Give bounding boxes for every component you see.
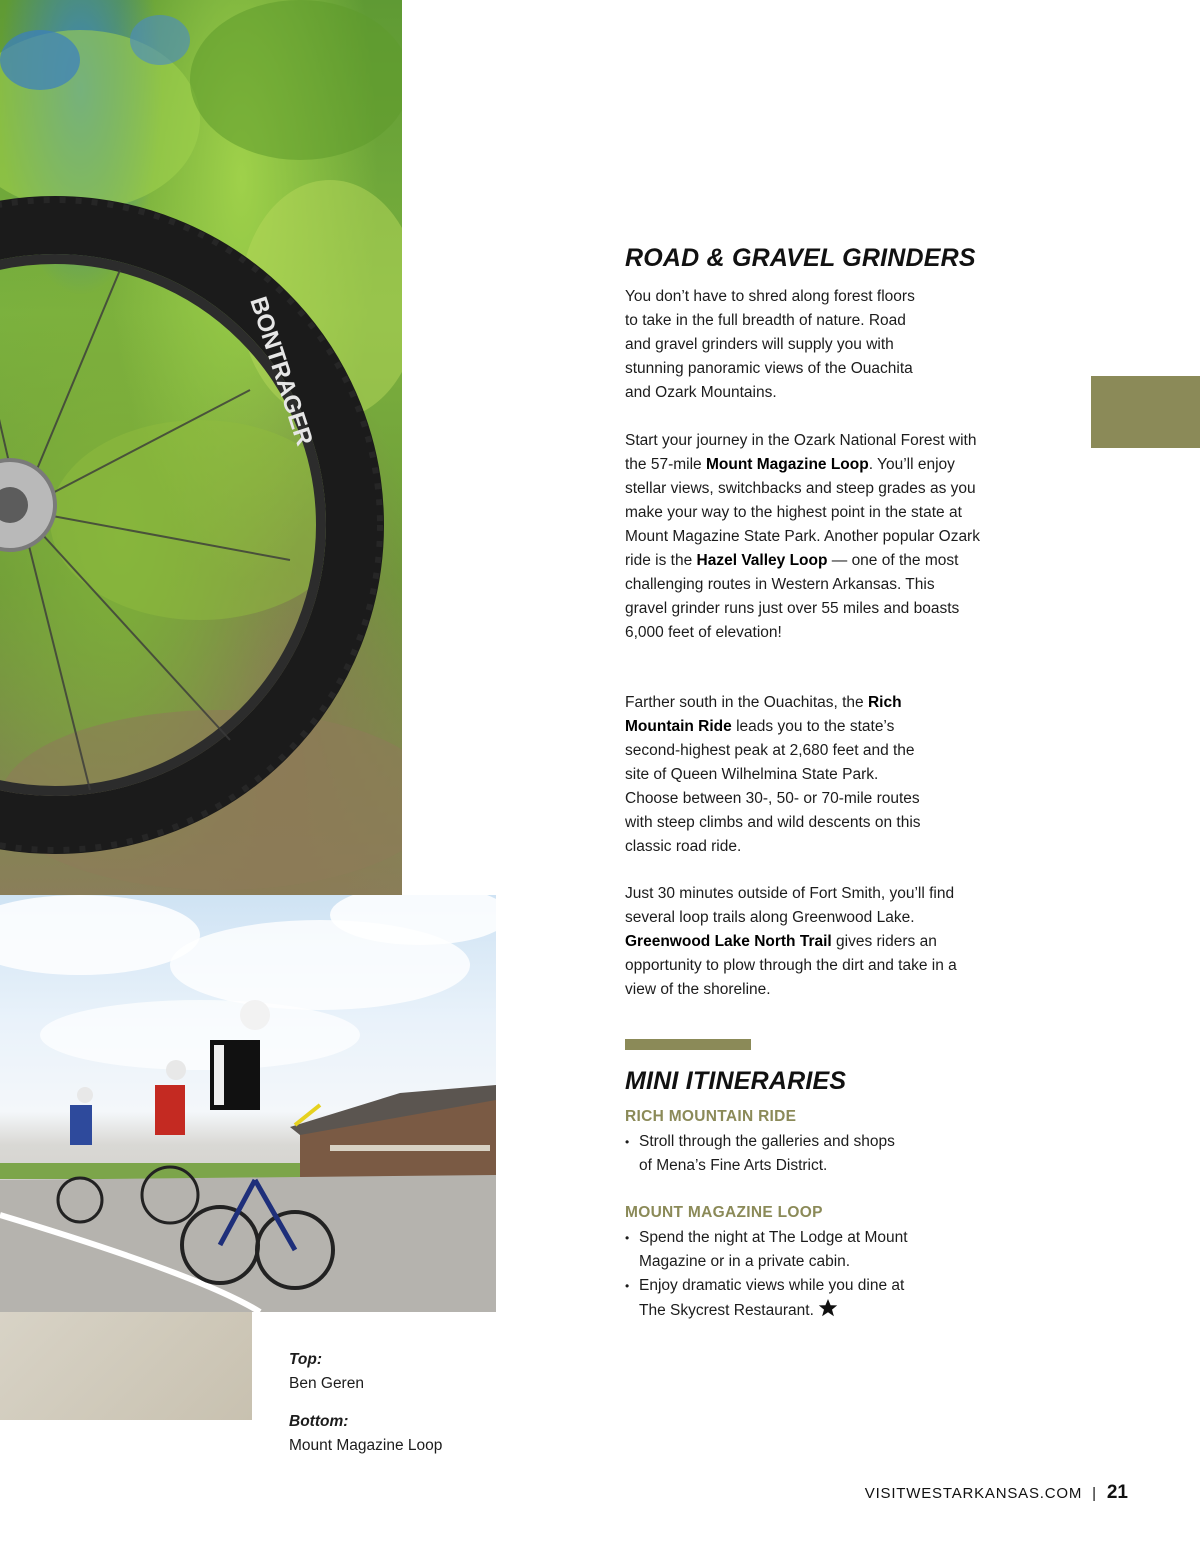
paragraph-greenwood bbox=[625, 882, 973, 1002]
itinerary-item: • Spend the night at The Lodge at Mount Magazine or in a private cabin. bbox=[625, 1226, 925, 1274]
itinerary-heading-rich-mountain: RICH MOUNTAIN RIDE bbox=[625, 1108, 797, 1125]
page-number: 21 bbox=[1106, 1482, 1128, 1503]
paragraph-intro: You don’t have to shred along forest floors to take in the full breadth of nature. Road and gravel grinders will supply you with stunning panoramic views of the Ouachita and Ozark Mountains. bbox=[625, 288, 915, 401]
itinerary-rich-mountain bbox=[625, 1108, 980, 1178]
paragraph-ozark bbox=[625, 429, 980, 645]
paragraph-greenwood-text-c: gives riders an opportunity to plow through the dirt and take in a view of the shoreline. bbox=[625, 933, 957, 998]
paragraph-ozark-text-c: . You’ll enjoy stellar views, switchbacks and steep grades as you make your way to the highest point in the state at Mount Magazine State Park. Another popular Ozark ride is the bbox=[625, 456, 980, 569]
rich-mountain-ride-highlight: Rich Mountain Ride bbox=[625, 694, 902, 735]
footer-site-link[interactable]: VISITWESTARKANSAS.COM bbox=[864, 1484, 1083, 1502]
itinerary-heading-mount-magazine: MOUNT MAGAZINE LOOP bbox=[625, 1204, 823, 1221]
caption-bottom bbox=[289, 1410, 442, 1458]
hazel-valley-loop-highlight: Hazel Valley Loop bbox=[696, 552, 828, 569]
caption-background bbox=[0, 1312, 252, 1420]
caption-top bbox=[289, 1348, 364, 1396]
section-road-gravel bbox=[625, 244, 980, 273]
itinerary-mount-magazine bbox=[625, 1204, 980, 1326]
caption-top-text: Ben Geren bbox=[289, 1375, 364, 1392]
itinerary-item-text: Enjoy dramatic views while you dine at The Skycrest Restaurant. bbox=[639, 1277, 905, 1319]
paragraph-ouachitas-text-a: Farther south in the Ouachitas, the bbox=[625, 694, 868, 711]
road-cyclists-photo bbox=[0, 895, 496, 1312]
itinerary-list-rich-mountain bbox=[625, 1130, 895, 1178]
section-divider-bar bbox=[625, 1039, 751, 1050]
itinerary-item bbox=[625, 1274, 925, 1326]
road-cyclists-illustration bbox=[0, 895, 496, 1312]
paragraph-ouachitas bbox=[625, 691, 925, 859]
section-title-road-gravel: ROAD & GRAVEL GRINDERS bbox=[625, 244, 976, 272]
fat-bike-wheel-photo bbox=[0, 0, 402, 895]
section-mini-itineraries bbox=[625, 1067, 980, 1096]
section-title-mini-itineraries: MINI ITINERARIES bbox=[625, 1067, 847, 1095]
caption-bottom-text: Mount Magazine Loop bbox=[289, 1437, 443, 1454]
fat-bike-wheel-illustration bbox=[0, 0, 402, 895]
itinerary-list-mount-magazine bbox=[625, 1226, 925, 1326]
section-color-tab bbox=[1091, 376, 1200, 448]
star-icon bbox=[818, 1298, 838, 1326]
svg-text:BONTRAGER: BONTRAGER bbox=[244, 293, 318, 449]
paragraph-greenwood-text-a: Just 30 minutes outside of Fort Smith, you’ll find several loop trails along Greenwood Lake. bbox=[625, 885, 955, 926]
itinerary-item: • Stroll through the galleries and shops of Mena’s Fine Arts District. bbox=[625, 1130, 895, 1178]
caption-bottom-label: Bottom: bbox=[289, 1413, 349, 1430]
footer-separator: | bbox=[1092, 1484, 1097, 1502]
caption-top-label: Top: bbox=[289, 1351, 322, 1368]
paragraph-ozark-text-a: Start your journey in the Ozark National Forest with the 57-mile bbox=[625, 432, 977, 473]
mount-magazine-loop-highlight: Mount Magazine Loop bbox=[705, 456, 869, 473]
paragraph-ouachitas-text-c: leads you to the state’s second-highest peak at 2,680 feet and the site of Queen Wilhelmina State Park. Choose between 30-, 50- or 70-mile routes with steep climbs and wild descents on this classic road ride. bbox=[625, 718, 921, 855]
greenwood-lake-north-trail-highlight: Greenwood Lake North Trail bbox=[625, 933, 832, 950]
paragraph-ozark-text-d: — one of the most challenging routes in Western Arkansas. This gravel grinder runs just over 55 miles and boasts 6,000 feet of elevation! bbox=[625, 552, 960, 641]
page-footer bbox=[865, 1482, 1128, 1504]
